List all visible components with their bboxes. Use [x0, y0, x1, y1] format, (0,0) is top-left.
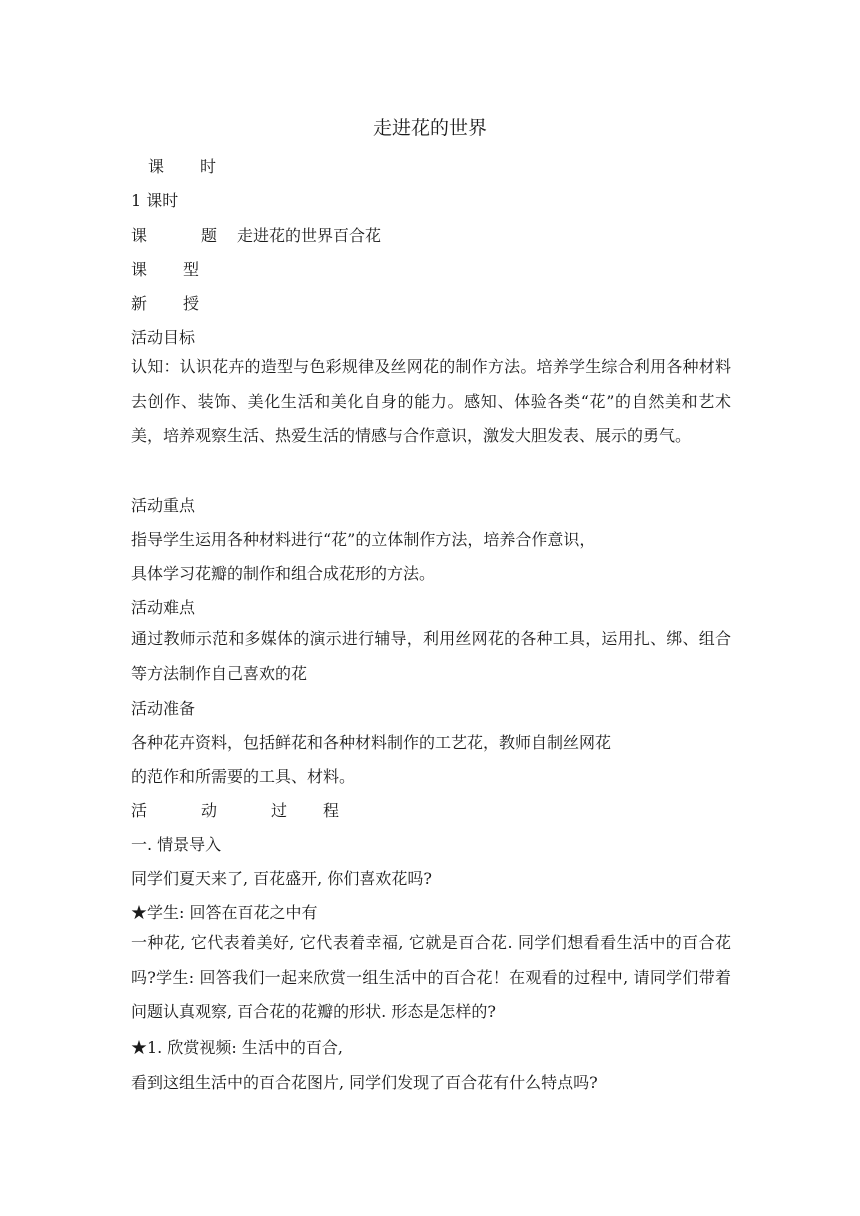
- section-1-heading: 一. 情景导入: [131, 835, 222, 854]
- key-heading: 活动重点: [131, 496, 196, 515]
- prep-heading: 活动准备: [131, 699, 196, 718]
- process-label-char-1: 活: [131, 801, 148, 820]
- topic-value: 走进花的世界百合花: [237, 226, 382, 245]
- prep-line-1: 各种花卉资料，包括鲜花和各种材料制作的工艺花，教师自制丝网花: [131, 733, 612, 752]
- type-label: [131, 258, 199, 282]
- type-value-char-2: 授: [183, 294, 200, 313]
- topic-label-char-2: 题: [201, 226, 218, 245]
- key-line-2: 具体学习花瓣的制作和组合成花形的方法。: [131, 564, 436, 583]
- document-title: 走进花的世界: [372, 117, 487, 139]
- process-label: [131, 799, 339, 823]
- student-answer-1: ★学生: 回答在百花之中有: [131, 903, 318, 922]
- process-label-char-2: 动: [201, 801, 218, 820]
- topic-row: [131, 224, 381, 248]
- process-label-char-3: 过: [271, 801, 288, 820]
- paragraph-lily: 一种花, 它代表着美好, 它代表着幸福, 它就是百合花. 同学们想看看生活中的百合花吗?学生: 回答我们一起来欣赏一组生活中的百合花！在观看的过程中, 请同学们带着问题认真观察, 百合花的花瓣的形状. 形态是怎样的?: [131, 933, 731, 1021]
- type-value-char-1: 新: [131, 294, 148, 313]
- difficulty-heading: 活动难点: [131, 598, 196, 617]
- objective-text: 认知：认识花卉的造型与色彩规律及丝网花的制作方法。培养学生综合利用各种材料去创作、装饰、美化生活和美化自身的能力。感知、体验各类“花”的自然美和艺术美，培养观察生活、热爱生活的情感与合作意识，激发大胆发表、展示的勇气。: [131, 357, 731, 445]
- type-label-char-2: 型: [183, 260, 200, 279]
- closing-question: 看到这组生活中的百合花图片, 同学们发现了百合花有什么特点吗?: [131, 1073, 598, 1092]
- difficulty-text: 通过教师示范和多媒体的演示进行辅导，利用丝网花的各种工具，运用扎、绑、组合等方法制作自己喜欢的花: [131, 629, 731, 683]
- key-line-1: 指导学生运用各种材料进行“花”的立体制作方法，培养合作意识，: [131, 530, 596, 549]
- class-hours-value: 1 课时: [131, 191, 179, 210]
- objective-heading: 活动目标: [131, 328, 196, 347]
- process-label-char-4: 程: [323, 801, 340, 820]
- activity-video: ★1. 欣赏视频: 生活中的百合,: [131, 1038, 343, 1057]
- topic-label-char-1: 课: [131, 226, 148, 245]
- prep-line-2: 的范作和所需要的工具、材料。: [131, 767, 356, 786]
- question-1: 同学们夏天来了, 百花盛开, 你们喜欢花吗?: [131, 869, 432, 888]
- type-value: [131, 292, 199, 316]
- class-hours-label: [148, 155, 216, 179]
- type-label-char-1: 课: [131, 260, 148, 279]
- class-hours-label-char-2: 时: [200, 157, 217, 176]
- class-hours-label-char-1: 课: [148, 157, 165, 176]
